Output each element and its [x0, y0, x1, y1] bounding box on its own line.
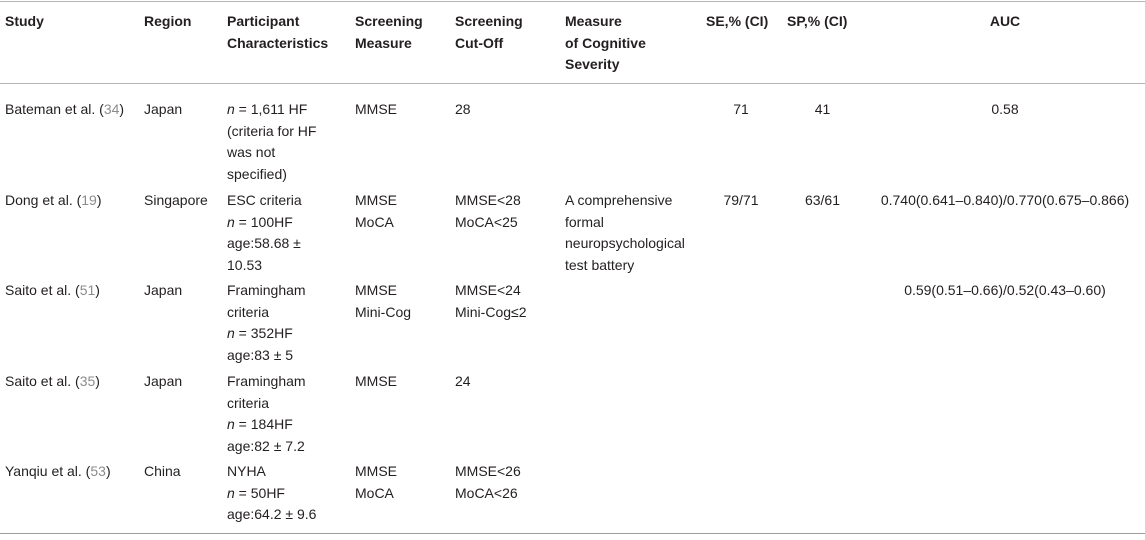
participant-line: 10.53 [227, 256, 263, 273]
n-value: = 352HF [234, 325, 293, 341]
row-auc: 0.59(0.51–0.66)/0.52(0.43–0.60) [904, 282, 1106, 298]
participant-line: Framingham [227, 373, 306, 389]
n-symbol: n [227, 416, 235, 432]
header-participant [227, 11, 328, 54]
header-sp: SP,% (CI) [787, 13, 848, 29]
participant-n [227, 323, 306, 345]
study-close: ) [96, 192, 102, 208]
cognitive-line: neuropsychological [565, 235, 685, 251]
cognitive-line: A comprehensive [565, 192, 673, 208]
measure-line: MMSE [355, 463, 397, 479]
participant-line: ESC criteria [227, 192, 302, 208]
n-value: = 100HF [234, 213, 293, 230]
cutoff-line: MoCA<25 [455, 213, 518, 230]
header-region: Region [144, 13, 192, 29]
study-name: Saito et al. ( [5, 373, 80, 389]
row-study [5, 190, 102, 212]
n-value: = 50HF [234, 484, 285, 501]
study-close: ) [119, 101, 125, 117]
measure-line: MoCA [355, 484, 394, 501]
participant-n [227, 99, 316, 121]
row-auc: 0.58 [991, 101, 1019, 117]
participant-line: specified) [227, 165, 287, 182]
participant-line: age:82 ± 7.2 [227, 437, 305, 454]
n-value: = 184HF [234, 416, 293, 432]
header-cognitive-line: of Cognitive [565, 34, 646, 51]
n-symbol: n [227, 484, 235, 501]
row-measure [355, 190, 397, 233]
header-participant-line: Participant [227, 13, 300, 29]
reference-link[interactable]: 53 [90, 463, 106, 479]
row-measure: MMSE [355, 373, 397, 389]
header-participant-line: Characteristics [227, 34, 329, 51]
n-symbol: n [227, 101, 235, 117]
row-cutoff: 24 [455, 373, 471, 389]
top-rule [0, 1, 1145, 2]
measure-line: MMSE [355, 192, 397, 208]
cutoff-line: MMSE<26 [455, 463, 521, 479]
measure-line: Mini-Cog [355, 303, 412, 320]
row-region: Singapore [144, 192, 208, 208]
row-study [5, 280, 100, 302]
header-cutoff-line: Screening [455, 13, 523, 29]
row-measure [355, 280, 411, 323]
row-region: Japan [144, 101, 183, 117]
header-measure [355, 11, 423, 54]
row-measure [355, 461, 397, 504]
row-study [5, 371, 100, 393]
participant-line: NYHA [227, 463, 266, 479]
header-cognitive-line: Measure [565, 13, 622, 29]
cutoff-line: MMSE<24 [455, 282, 521, 298]
row-region: Japan [144, 373, 183, 389]
header-cognitive [565, 11, 646, 76]
header-study: Study [5, 13, 44, 29]
participant-line: age:64.2 ± 9.6 [227, 506, 317, 522]
study-close: ) [95, 282, 100, 298]
row-cognitive [565, 190, 685, 276]
row-region: China [144, 463, 181, 479]
cutoff-line: MoCA<26 [455, 484, 518, 501]
header-se: SE,% (CI) [706, 13, 769, 29]
measure-line: MoCA [355, 213, 394, 230]
study-close: ) [105, 463, 111, 479]
reference-link[interactable]: 34 [103, 101, 120, 117]
n-symbol: n [227, 213, 235, 230]
reference-link[interactable]: 35 [79, 373, 96, 389]
reference-link[interactable]: 51 [79, 282, 96, 298]
cutoff-line: Mini-Cog≤2 [455, 303, 527, 320]
header-measure-line: Screening [355, 13, 423, 29]
bottom-rule [0, 533, 1145, 534]
participant-line: age:58.68 ± [227, 235, 301, 251]
cognitive-line: test battery [565, 256, 635, 273]
row-region: Japan [144, 282, 183, 298]
participant-line: criteria [227, 303, 270, 320]
participant-line: Framingham [227, 282, 306, 298]
participant-line: criteria [227, 394, 270, 411]
participant-n [227, 212, 302, 234]
header-measure-line: Measure [355, 34, 412, 51]
header-cutoff [455, 11, 523, 54]
header-rule [0, 83, 1145, 84]
row-study [5, 99, 124, 121]
header-cutoff-line: Cut-Off [455, 34, 504, 51]
participant-n [227, 483, 316, 505]
row-sp: 63/61 [804, 192, 841, 208]
measure-line: MMSE [355, 282, 397, 298]
row-se: 79/71 [723, 192, 759, 208]
study-name: Yanqiu et al. ( [5, 463, 91, 479]
study-name: Saito et al. ( [5, 282, 80, 298]
row-cutoff [455, 461, 521, 504]
header-cognitive-line: Severity [565, 56, 620, 72]
row-participant [227, 280, 306, 366]
row-participant [227, 461, 316, 526]
cognitive-line: formal [565, 213, 604, 230]
participant-line: (criteria for HF [227, 122, 317, 139]
n-symbol: n [227, 325, 235, 341]
study-close: ) [95, 373, 100, 389]
reference-link[interactable]: 19 [81, 192, 97, 208]
row-cutoff [455, 280, 526, 323]
participant-line: was not [227, 144, 276, 160]
participant-n [227, 414, 306, 436]
study-name: Bateman et al. ( [5, 101, 104, 117]
cutoff-line: MMSE<28 [455, 192, 521, 208]
row-se: 71 [733, 101, 749, 117]
n-value: = 1,611 HF [234, 101, 308, 117]
row-study [5, 461, 111, 483]
row-participant [227, 190, 302, 276]
row-participant [227, 99, 316, 185]
row-auc: 0.740(0.641–0.840)/0.770(0.675–0.866) [880, 192, 1130, 208]
row-cutoff: 28 [455, 101, 471, 117]
row-sp: 41 [814, 101, 831, 117]
header-auc: AUC [989, 13, 1021, 29]
participant-line: age:83 ± 5 [227, 346, 294, 363]
row-participant [227, 371, 306, 457]
study-name: Dong et al. ( [5, 192, 82, 208]
row-measure: MMSE [355, 101, 397, 117]
row-cutoff [455, 190, 521, 233]
